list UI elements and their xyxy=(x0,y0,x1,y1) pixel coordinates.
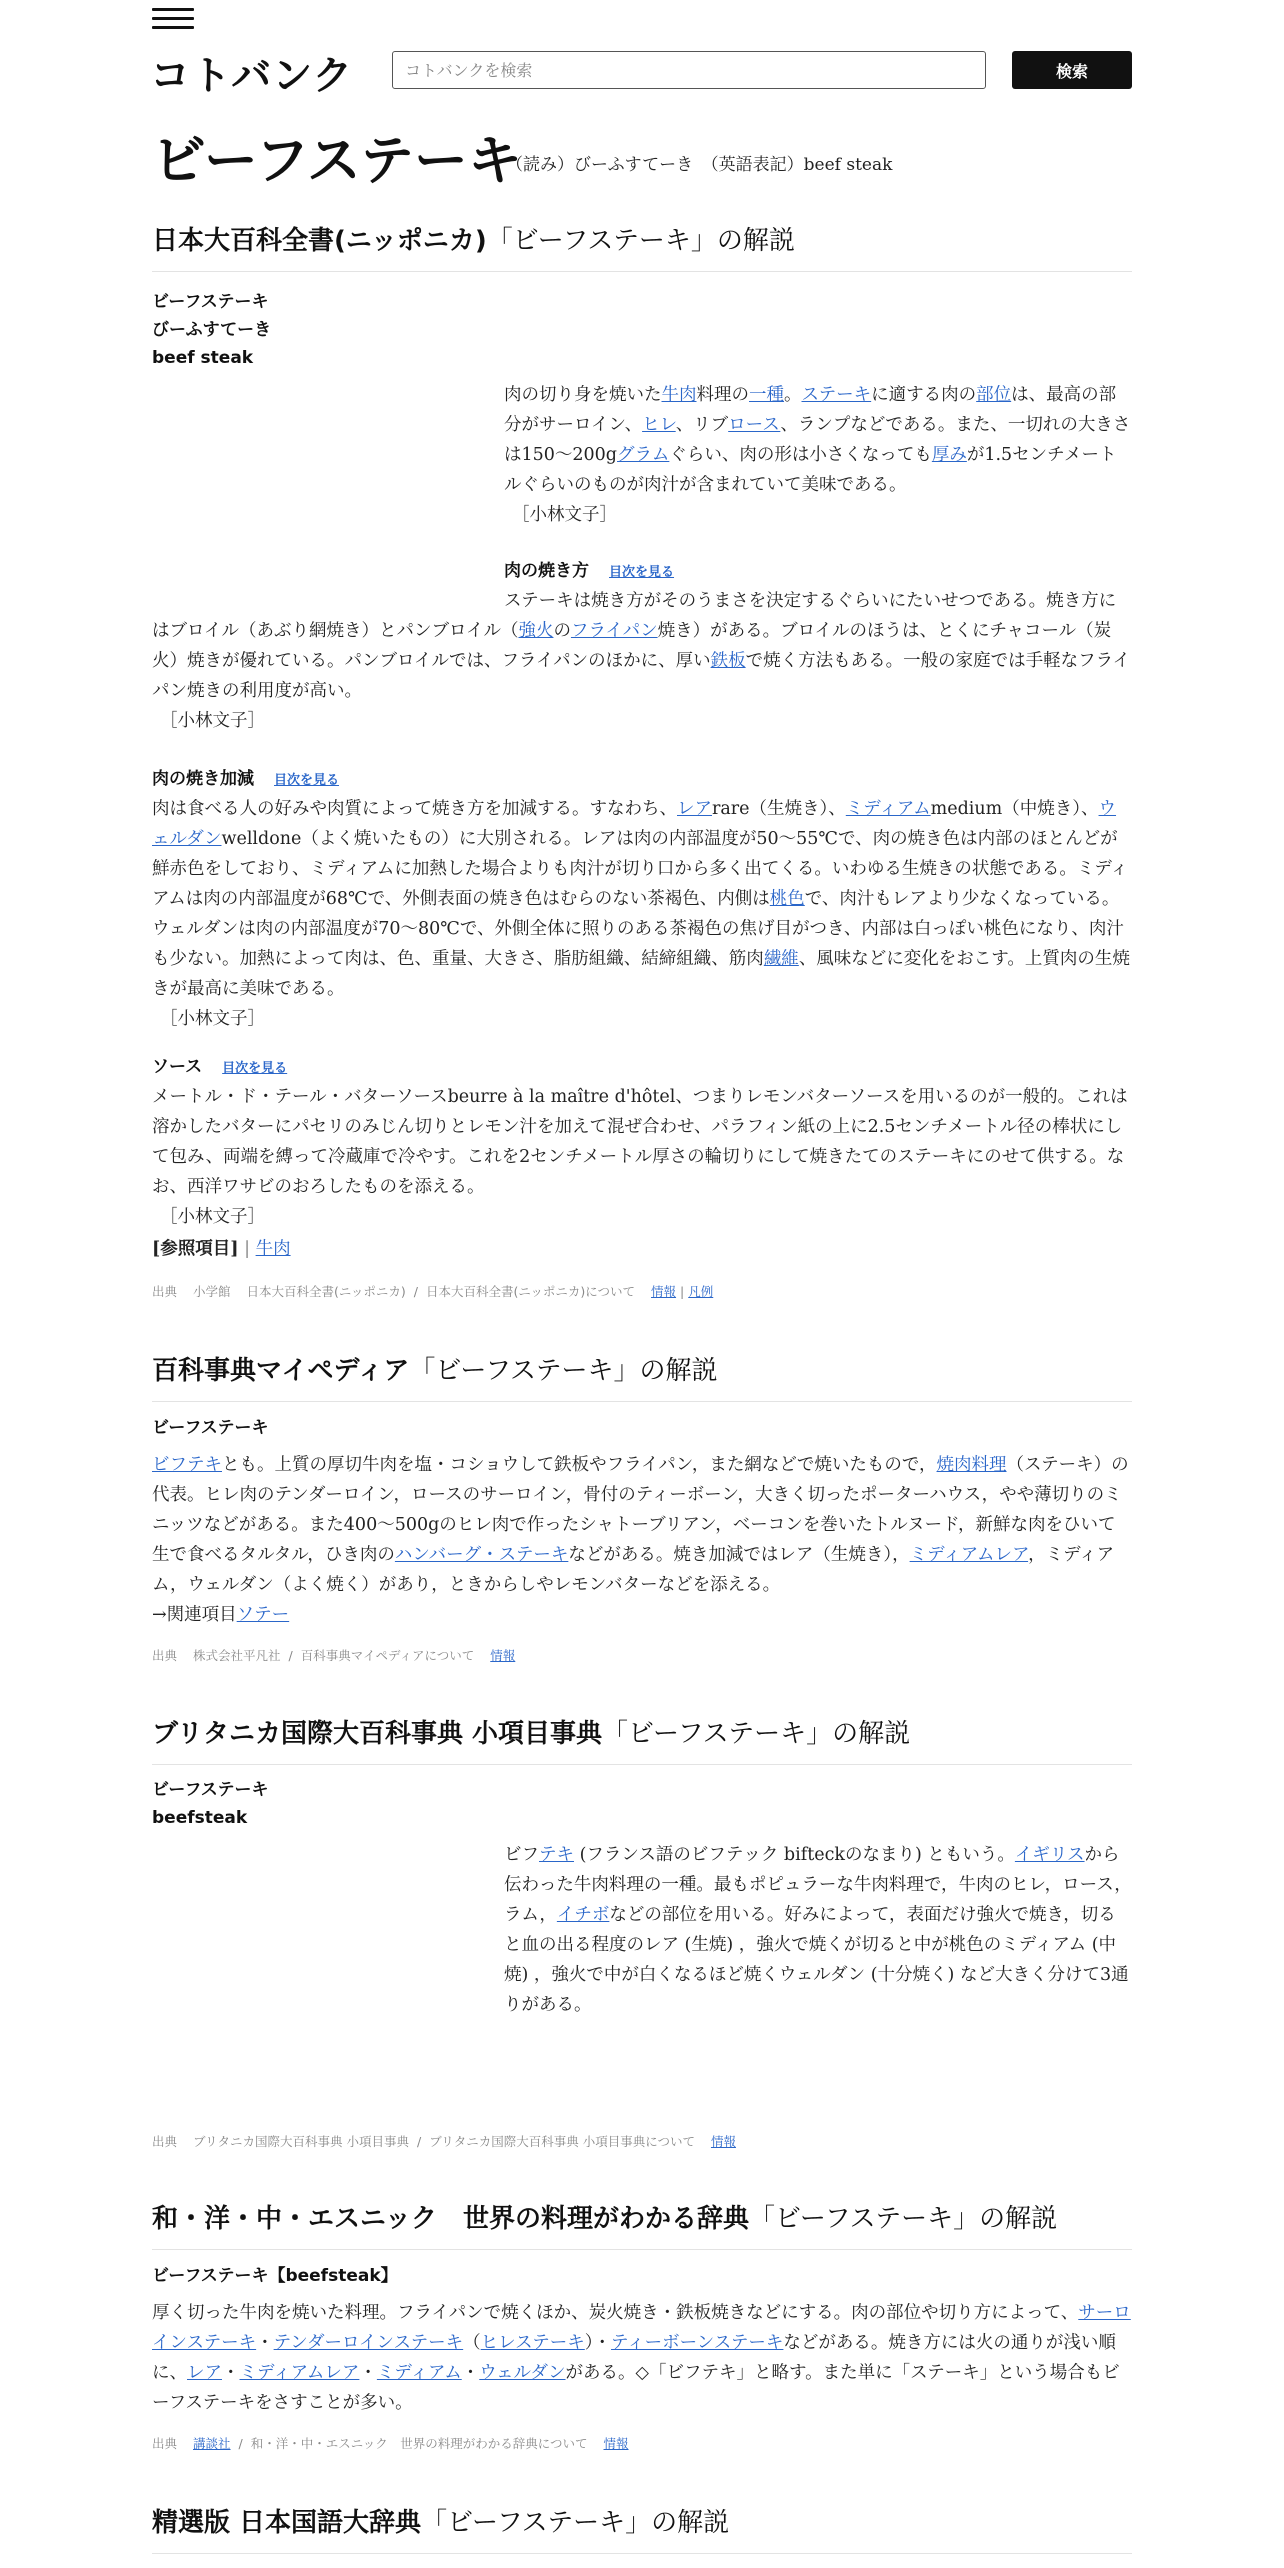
section-heading-britannica: ブリタニカ国際大百科事典 小項目事典「ビーフステーキ」の解説 xyxy=(152,1713,1132,1765)
link-teppan[interactable]: 鉄板 xyxy=(710,651,746,671)
link-isshu[interactable]: 一種 xyxy=(749,385,784,405)
author: ［小林文子］ xyxy=(160,1207,265,1227)
link-saute[interactable]: ソテー xyxy=(236,1605,290,1625)
headword: ビーフステーキ【beefsteak】 xyxy=(152,2266,398,2286)
site-logo[interactable]: コトバンク xyxy=(150,53,354,99)
link-tenderloin[interactable]: テンダーロインステーキ xyxy=(273,2333,464,2353)
headword: ビーフステーキ beefsteak xyxy=(152,1780,269,1828)
link-rare[interactable]: レア xyxy=(187,2363,222,2383)
link-frypan[interactable]: フライパン xyxy=(570,621,658,641)
subsection-heading: 肉の焼き方 目次を見る xyxy=(504,561,675,581)
link-welldone[interactable]: ウェルダン xyxy=(479,2363,566,2383)
toc-link[interactable]: 目次を見る xyxy=(609,565,675,580)
link-beef[interactable]: 牛肉 xyxy=(661,385,697,405)
link-hire-steak[interactable]: ヒレステーキ xyxy=(480,2333,585,2353)
link-hire[interactable]: ヒレ xyxy=(642,415,676,435)
link-igirisu[interactable]: イギリス xyxy=(1014,1845,1085,1865)
word-reading: （読み）びーふすてーき （英語表記）beef steak xyxy=(506,155,893,175)
menu-icon[interactable] xyxy=(152,8,194,32)
subsection-heading: ソース 目次を見る xyxy=(152,1057,288,1077)
link-hamburg[interactable]: ハンバーグ・ステーキ xyxy=(394,1545,569,1565)
source-line: 出典 ブリタニカ国際大百科事典 小項目事典 / ブリタニカ国際大百科事典 小項目事典について 情報 xyxy=(152,2134,736,2149)
toc-link[interactable]: 目次を見る xyxy=(274,773,340,788)
headword: ビーフステーキ びーふすてーき beef steak xyxy=(152,292,272,368)
link-steak[interactable]: ステーキ xyxy=(801,385,872,405)
search-button[interactable]: 検索 xyxy=(1012,51,1132,89)
paragraph-doneness: 肉は食べる人の好みや肉質によって焼き方を加減する。すなわち、レアrare（生焼き）、ミディアムmedium（中焼き）、ウェルダンwelldone（よく焼いたもの）に大別される。レアは肉の内部温度が50～55℃で、肉の焼き色は内部のほとんどが鮮赤色をしており、ミディアムに加熱した場合よりも肉汁が切り口から多く出てくる。いわゆる生焼きの状態である。ミディアムは肉の内部温度が68℃で、外側表面の焼き色はむらのない茶褐色、内側は桃色で、肉汁もレアより少なくなっている。ウェルダンは肉の内部温度が70～80℃で、外側全体に照りのある茶褐色の焦げ目がつき、内部は白っぽい桃色になり、肉汁も少ない。加熱によって肉は、色、重量、大きさ、脂肪組織、結締組織、筋肉繊維、風味などに変化をおこす。上質肉の生焼きが最高に美味である。 ［小林文子］ xyxy=(152,794,1132,1034)
paragraph-britannica: ビフテキ (フランス語のビフテック bifteckのなまり) ともいう。イギリスから伝わった牛肉料理の一種。最もポピュラーな牛肉料理で，牛肉のヒレ，ロース，ラム，イチボなどの部位を用いる。好みによって，表面だけ強火で焼き，切ると血の出る程度のレア (生焼) ，強火で焼くが切ると中が桃色のミディアム (中焼) ，強火で中が白くなるほど焼くウェルダン (十分焼く) など大きく分けて3通りがある。 xyxy=(504,1845,1132,2015)
paragraph-ryori: 厚く切った牛肉を焼いた料理。フライパンで焼くほか、炭火焼き・鉄板焼きなどにする。肉の部位や切り方によって、サーロインステーキ・テンダーロインステーキ（ヒレステーキ）・ティーボーンステーキなどがある。焼き方には火の通りが浅い順に、レア・ミディアムレア・ミディアム・ウェルダンがある。◇「ビフテキ」と略す。また単に「ステーキ」という場合もビーフステーキをさすことが多い。 xyxy=(152,2303,1131,2413)
link-medium[interactable]: ミディアム xyxy=(845,799,931,819)
source-line: 出典 小学館 日本大百科全書(ニッポニカ) / 日本大百科全書(ニッポニカ)について 情報 | 凡例 xyxy=(152,1284,714,1299)
author: ［小林文子］ xyxy=(512,505,617,525)
paragraph-cooking: ステーキは焼き方がそのうまさを決定するぐらいにたいせつである。焼き方にはブロイル（あぶり網焼き）とパンブロイル（強火のフライパン焼き）がある。ブロイルのほうは、とくにチャコール（炭火）焼きが優れている。パンブロイルでは、フライパンのほかに、厚い鉄板で焼く方法もある。一般の家庭では手軽なフライパン焼きの利用度が高い。 xyxy=(152,591,1131,701)
link-rosu[interactable]: ロース xyxy=(728,415,781,435)
author: ［小林文子］ xyxy=(160,1009,265,1029)
section-heading-mypedia: 百科事典マイペディア「ビーフステーキ」の解説 xyxy=(152,1350,1132,1402)
link-medium[interactable]: ミディアム xyxy=(376,2363,462,2383)
publisher-link[interactable]: 講談社 xyxy=(193,2436,231,2451)
link-tsuyobi[interactable]: 強火 xyxy=(518,621,554,641)
link-part[interactable]: 部位 xyxy=(976,385,1012,405)
link-momoiro[interactable]: 桃色 xyxy=(769,889,805,909)
section-heading-ryori: 和・洋・中・エスニック 世界の料理がわかる辞典「ビーフステーキ」の解説 xyxy=(152,2198,1132,2250)
headword: ビーフステーキ xyxy=(152,1418,269,1438)
paragraph-sauce: メートル・ド・テール・バターソースbeurre à la maître d'hôtel、つまりレモンバターソースを用いるのが一般的。これは溶かしたバターにパセリのみじん切りとレモン汁を加えて混ぜ合わせ、パラフィン紙の上に2.5センチメートル径の棒状にして包み、両端を縛って冷蔵庫で冷やす。これを2センチメートル厚さの輪切りにして焼きたてのステーキにのせて供する。なお、西洋ワサビのおろしたものを添える。 ［小林文子］ xyxy=(152,1082,1132,1232)
section-heading-nipponica: 日本大百科全書(ニッポニカ)「ビーフステーキ」の解説 xyxy=(152,220,1132,272)
subsection-heading: 肉の焼き加減 目次を見る xyxy=(152,769,340,789)
author: ［小林文子］ xyxy=(160,711,265,731)
info-link[interactable]: 情報 xyxy=(710,2134,736,2149)
link-seni[interactable]: 繊維 xyxy=(763,949,799,969)
page-title: ビーフステーキ xyxy=(152,129,522,192)
link-tbone[interactable]: ティーボーンステーキ xyxy=(611,2333,784,2353)
link-ichibo[interactable]: イチボ xyxy=(556,1905,610,1925)
link-rare[interactable]: レア xyxy=(677,799,712,819)
reference-items: [参照項目] | 牛肉 xyxy=(152,1239,291,1259)
source-line: 出典 講談社 / 和・洋・中・エスニック 世界の料理がわかる辞典について 情報 xyxy=(152,2436,629,2451)
link-atsumi[interactable]: 厚み xyxy=(931,445,967,465)
link-sirloin[interactable]: サーロインステーキ xyxy=(152,2303,1131,2353)
toc-link[interactable]: 目次を見る xyxy=(222,1061,288,1076)
hanrei-link[interactable]: 凡例 xyxy=(688,1284,714,1299)
link-yakiniku[interactable]: 焼肉料理 xyxy=(936,1455,1007,1475)
info-link[interactable]: 情報 xyxy=(490,1648,516,1663)
search-input[interactable] xyxy=(392,51,986,89)
link-welldone[interactable]: ウェルダン xyxy=(152,799,1117,849)
info-link[interactable]: 情報 xyxy=(651,1284,677,1299)
link-teki[interactable]: テキ xyxy=(539,1845,574,1865)
link-medium-rare[interactable]: ミディアムレア xyxy=(239,2363,360,2383)
info-link[interactable]: 情報 xyxy=(603,2436,629,2451)
link-medium-rare[interactable]: ミディアムレア xyxy=(909,1545,1029,1565)
paragraph-intro: 肉の切り身を焼いた牛肉料理の一種。ステーキに適する肉の部位は、最高の部分がサーロイン、ヒレ、リブロース、ランプなどである。また、一切れの大きさは150～200gグラムぐらい、肉の形は小さくなっても厚みが1.5センチメートルぐらいのものが肉汁が含まれていて美味である。 ［小林文子］ xyxy=(504,380,1132,530)
link-gram[interactable]: グラム xyxy=(617,445,670,465)
section-heading-kokugo: 精選版 日本国語大辞典「ビーフステーキ」の解説 xyxy=(152,2502,1132,2554)
link-gyuniku[interactable]: 牛肉 xyxy=(255,1239,291,1259)
paragraph-mypedia: ビフテキとも。上質の厚切牛肉を塩・コショウして鉄板やフライパン，また網などで焼いたもので，焼肉料理（ステーキ）の代表。ヒレ肉のテンダーロイン，ロースのサーロイン，骨付のティーボーン，大きく切ったポーターハウス，やや薄切りのミニッツなどがある。また400〜500gのヒレ肉で作ったシャトーブリアン，ベーコンを巻いたトルヌード，新鮮な肉をひいて生で食べるタルタル，ひき肉のハンバーグ・ステーキなどがある。焼き加減ではレア（生焼き），ミディアムレア，ミディアム，ウェルダン（よく焼く）があり，ときからしやレモンバターなどを添える。 →関連項目ソテー xyxy=(152,1455,1129,1625)
link-bifuteki[interactable]: ビフテキ xyxy=(152,1455,222,1475)
source-line: 出典 株式会社平凡社 / 百科事典マイペディアについて 情報 xyxy=(152,1648,516,1663)
